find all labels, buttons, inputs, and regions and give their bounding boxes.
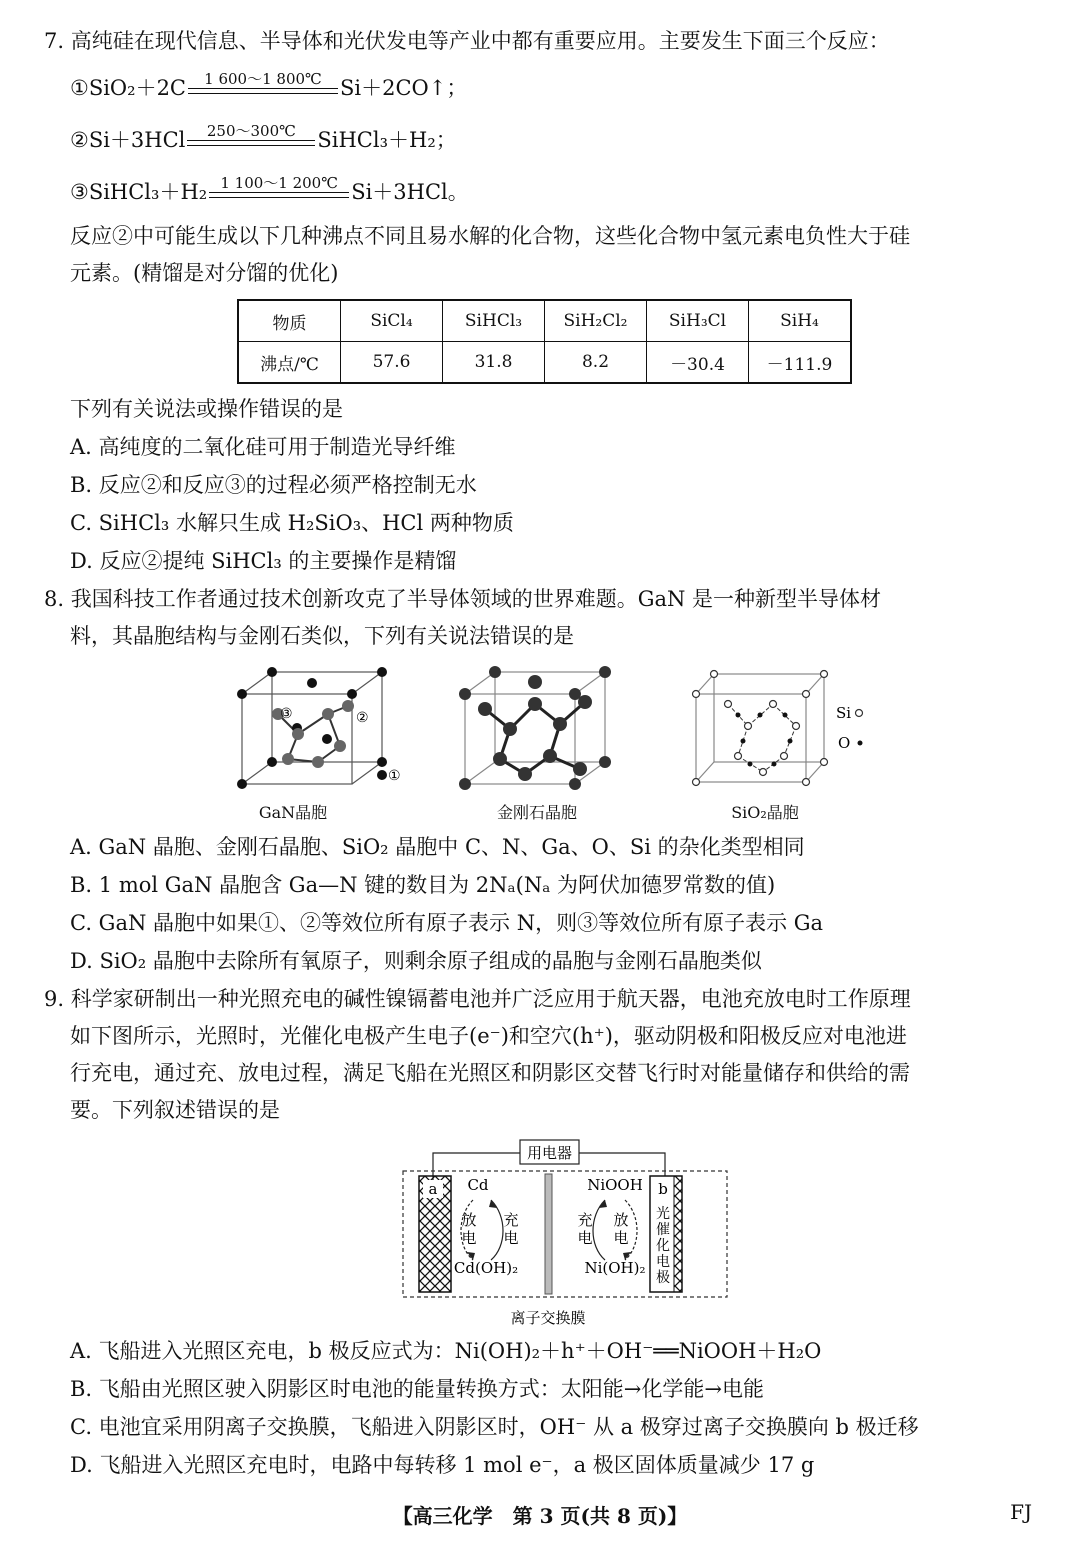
gan-marker-3: ③ (280, 706, 293, 722)
boiling-point-table (237, 299, 852, 384)
table-cell: 8.2 (545, 342, 647, 384)
q8-option-b: B. 1 mol GaN 晶胞含 Ga—N 键的数目为 2Nₐ(Nₐ 为阿伏加德罗常数的值) (70, 873, 776, 897)
table-row (238, 342, 851, 384)
reaction-3-condition: 1 100～1 200℃ (220, 174, 339, 192)
electrode-a-label: a (428, 1180, 438, 1198)
reaction-2-condition: 250～300℃ (206, 122, 296, 140)
table-cell: SiCl₄ (341, 300, 443, 342)
q7-stem: 7. 高纯硅在现代信息、半导体和光伏发电等产业中都有重要应用。主要发生下面三个反应： (44, 29, 890, 53)
q9-stem-4: 要。下列叙述错误的是 (70, 1098, 280, 1122)
q7-option-a: A. 高纯度的二氧化硅可用于制造光导纤维 (70, 435, 456, 459)
table-cell: 物质 (238, 300, 341, 342)
q8-option-c: C. GaN 晶胞中如果①、②等效位所有原子表示 N，则③等效位所有原子表示 Ga (70, 911, 824, 935)
reaction-1: ①SiO₂＋2C 1 600～1 800℃ Si＋2CO↑； (70, 70, 468, 100)
page-number: 【高三化学 第 3 页(共 8 页)】 (392, 1504, 688, 1528)
q8-stem-2: 料，其晶胞结构与金刚石类似，下列有关说法错误的是 (70, 624, 574, 648)
discharge-left: 放电 (461, 1211, 477, 1247)
q9-option-d: D. 飞船进入光照区充电时，电路中每转移 1 mol e⁻，a 极区固体质量减少 17 g (70, 1453, 815, 1477)
legend-si-symbol (856, 710, 863, 717)
photo-electrode-label: 光催化电极 (656, 1206, 670, 1286)
table-cell: SiHCl₃ (443, 300, 545, 342)
exam-code: FJ (1010, 1500, 1032, 1524)
gan-marker-2: ② (356, 710, 369, 726)
q7-text-2: 元素。(精馏是对分馏的优化) (70, 261, 339, 285)
diamond-caption: 金刚石晶胞 (496, 803, 577, 822)
membrane-label: 离子交换膜 (510, 1309, 586, 1327)
charge-arrow-left (491, 1200, 503, 1260)
table-cell: SiH₃Cl (647, 300, 749, 342)
q9-stem-2: 如下图所示，光照时，光催化电极产生电子(e⁻)和空穴(h⁺)，驱动阴极和阳极反应对电池进 (70, 1024, 907, 1048)
cd-label: Cd (467, 1176, 489, 1194)
table-cell: －111.9 (749, 342, 852, 384)
q9-stem-1: 9. 科学家研制出一种光照充电的碱性镍镉蓄电池并广泛应用于航天器，电池充放电时工作原理 (44, 987, 911, 1011)
charge-arrow-right (593, 1200, 605, 1260)
diamond-crystal-cell (455, 664, 615, 794)
reaction-3: ③SiHCl₃＋H₂ 1 100～1 200℃ Si＋3HCl。 (70, 174, 469, 204)
q7-text-1: 反应②中可能生成以下几种沸点不同且易水解的化合物，这些化合物中氢元素电负性大于硅 (70, 224, 910, 248)
legend-o-symbol (858, 741, 863, 746)
q7-option-b: B. 反应②和反应③的过程必须严格控制无水 (70, 473, 477, 497)
sio2-crystal-cell (688, 664, 868, 794)
table-cell: SiH₄ (749, 300, 852, 342)
legend-si: Si (836, 704, 852, 722)
q9-option-b: B. 飞船由光照区驶入阴影区时电池的能量转换方式：太阳能→化学能→电能 (70, 1377, 764, 1401)
table-cell: －30.4 (647, 342, 749, 384)
gan-marker-1: ① (388, 768, 401, 784)
q7-prompt: 下列有关说法或操作错误的是 (70, 397, 343, 421)
gan-caption: GaN晶胞 (258, 803, 328, 822)
electrode-b-label: b (658, 1180, 668, 1198)
q7-option-c: C. SiHCl₃ 水解只生成 H₂SiO₃、HCl 两种物质 (70, 511, 514, 535)
sio2-caption: SiO₂晶胞 (731, 803, 799, 822)
q8-option-a: A. GaN 晶胞、金刚石晶胞、SiO₂ 晶胞中 C、N、Ga、O、Si 的杂化类型相同 (70, 835, 805, 859)
reaction-1-condition: 1 600～1 800℃ (204, 70, 322, 88)
niooh-label: NiOOH (587, 1176, 643, 1194)
nioh-label: Ni(OH)₂ (584, 1259, 646, 1277)
q9-option-c: C. 电池宜采用阴离子交换膜，飞船进入阴影区时，OH⁻ 从 a 极穿过离子交换膜向 b 极迁移 (70, 1415, 919, 1439)
table-cell: 31.8 (443, 342, 545, 384)
table-cell: SiH₂Cl₂ (545, 300, 647, 342)
q7-option-d: D. 反应②提纯 SiHCl₃ 的主要操作是精馏 (70, 549, 457, 573)
cdoh-label: Cd(OH)₂ (453, 1259, 519, 1277)
discharge-right: 放电 (613, 1211, 629, 1247)
battery-diagram (395, 1136, 735, 1332)
load-label: 用电器 (526, 1144, 573, 1162)
charge-left: 充电 (503, 1211, 519, 1247)
ion-exchange-membrane (545, 1174, 552, 1294)
q8-stem-1: 8. 我国科技工作者通过技术创新攻克了半导体领域的世界难题。GaN 是一种新型半导体材 (44, 587, 882, 611)
legend-o: O (838, 734, 851, 752)
table-cell: 57.6 (341, 342, 443, 384)
reaction-2: ②Si＋3HCl 250～300℃ SiHCl₃＋H₂； (70, 122, 457, 152)
table-row (238, 300, 851, 342)
gan-crystal-cell (228, 664, 408, 794)
q9-stem-3: 行充电，通过充、放电过程，满足飞船在光照区和阴影区交替飞行时对能量储存和供给的需 (70, 1061, 910, 1085)
q9-option-a: A. 飞船进入光照区充电，b 极反应式为：Ni(OH)₂＋h⁺＋OH⁻══NiOOH＋H₂O (70, 1339, 822, 1363)
charge-right: 充电 (577, 1211, 593, 1247)
q8-option-d: D. SiO₂ 晶胞中去除所有氧原子，则剩余原子组成的晶胞与金刚石晶胞类似 (70, 949, 762, 973)
table-cell: 沸点/℃ (238, 342, 341, 384)
